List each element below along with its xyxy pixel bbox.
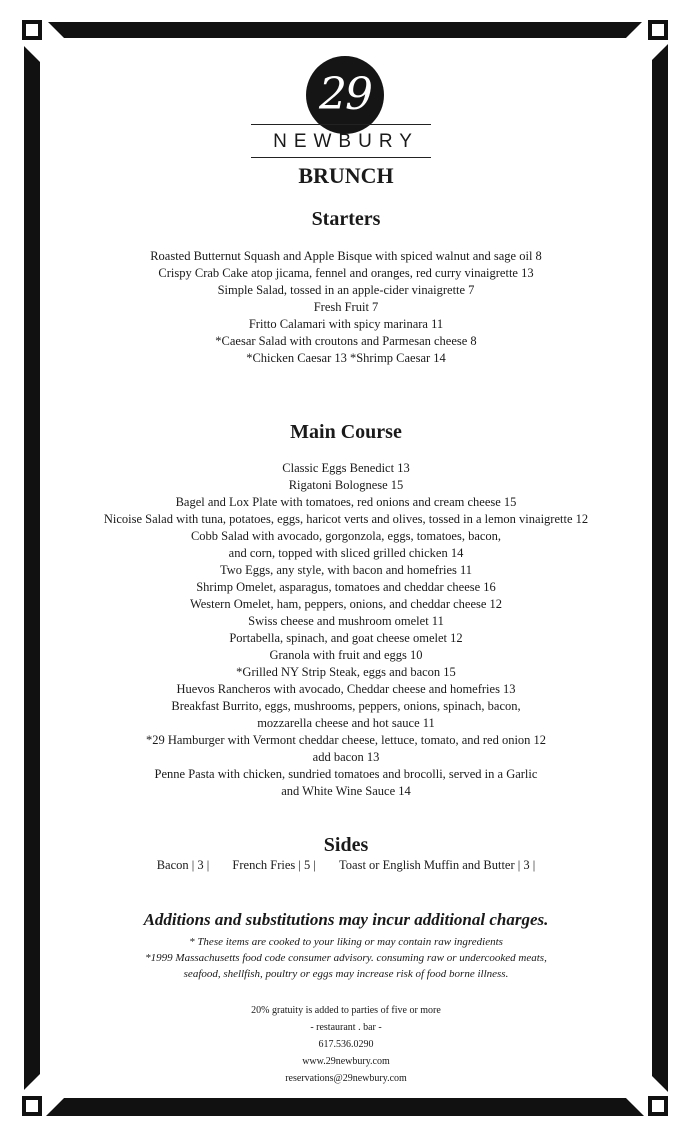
menu-item: *Caesar Salad with croutons and Parmesan cheese 8: [215, 334, 477, 348]
reservations-email[interactable]: reservations@29newbury.com: [285, 1073, 407, 1084]
restaurant-logo: 29: [306, 56, 384, 134]
consumer-advisory: [40, 934, 652, 982]
menu-title: BRUNCH: [298, 163, 394, 188]
menu-item: Shrimp Omelet, asparagus, tomatoes and cheddar cheese 16: [196, 580, 496, 594]
menu-item: and corn, topped with sliced grilled chicken 14: [228, 546, 464, 560]
menu-content: [40, 38, 652, 1098]
menu-item: Simple Salad, tossed in an apple-cider vinaigrette 7: [217, 283, 475, 297]
menu-item: Granola with fruit and eggs 10: [269, 648, 423, 662]
divider: [251, 157, 431, 158]
side-item: Toast or English Muffin and Butter | 3 |: [339, 858, 536, 872]
advisory-line: seafood, shellfish, poultry or eggs may increase risk of food borne illness.: [183, 968, 509, 980]
menu-item: Crispy Crab Cake atop jicama, fennel and oranges, red curry vinaigrette 13: [158, 266, 534, 280]
phone-number: 617.536.0290: [318, 1039, 374, 1050]
restaurant-wordmark: NEWBURY: [273, 131, 419, 152]
sides-list: [40, 858, 652, 873]
menu-item: Breakfast Burrito, eggs, mushrooms, peppers, onions, spinach, bacon,: [171, 699, 521, 713]
advisory-line: *1999 Massachusetts food code consumer advisory. consuming raw or undercooked meats,: [145, 952, 547, 964]
menu-item: Classic Eggs Benedict 13: [282, 461, 410, 475]
menu-item: Swiss cheese and mushroom omelet 11: [248, 614, 444, 628]
menu-item: and White Wine Sauce 14: [281, 784, 411, 798]
corner-ornament: [22, 20, 42, 40]
main-course-heading: Main Course: [290, 421, 402, 443]
menu-item: mozzarella cheese and hot sauce 11: [257, 716, 435, 730]
side-item: French Fries | 5 |: [232, 858, 316, 872]
sides-heading: Sides: [323, 834, 369, 856]
menu-item: *29 Hamburger with Vermont cheddar cheese, lettuce, tomato, and red onion 12: [145, 733, 547, 747]
advisory-line: * These items are cooked to your liking or may contain raw ingredients: [189, 936, 503, 948]
menu-item: Two Eggs, any style, with bacon and homefries 11: [219, 563, 473, 577]
menu-item: Fritto Calamari with spicy marinara 11: [248, 317, 444, 331]
menu-item: *Grilled NY Strip Steak, eggs and bacon 15: [236, 665, 456, 679]
corner-ornament: [648, 20, 668, 40]
menu-item: Nicoise Salad with tuna, potatoes, eggs, haricot verts and olives, tossed in a lemon vinaigrette 12: [103, 512, 589, 526]
starters-list: [40, 248, 652, 367]
menu-item: Western Omelet, ham, peppers, onions, and cheddar cheese 12: [189, 597, 503, 611]
menu-item: Rigatoni Bolognese 15: [288, 478, 404, 492]
menu-item: Portabella, spinach, and goat cheese omelet 12: [229, 631, 463, 645]
menu-item: add bacon 13: [312, 750, 380, 764]
starters-heading: Starters: [311, 208, 381, 230]
divider: [251, 124, 431, 125]
menu-item: Penne Pasta with chicken, sundried tomatoes and brocolli, served in a Garlic: [154, 767, 538, 781]
main-course-list: [40, 460, 652, 800]
restaurant-info: [40, 1002, 652, 1087]
menu-item: Roasted Butternut Squash and Apple Bisque with spiced walnut and sage oil 8: [150, 249, 542, 263]
menu-item: Bagel and Lox Plate with tomatoes, red onions and cream cheese 15: [175, 495, 517, 509]
venue-tagline: - restaurant . bar -: [310, 1022, 382, 1033]
menu-item: Fresh Fruit 7: [313, 300, 379, 314]
additions-notice: Additions and substitutions may incur additional charges.: [143, 910, 549, 929]
menu-item: *Chicken Caesar 13 *Shrimp Caesar 14: [246, 351, 446, 365]
website-link[interactable]: www.29newbury.com: [302, 1056, 390, 1067]
side-item: Bacon | 3 |: [156, 858, 210, 872]
corner-ornament: [22, 1096, 42, 1116]
menu-item: Huevos Rancheros with avocado, Cheddar cheese and homefries 13: [176, 682, 516, 696]
gratuity-note: 20% gratuity is added to parties of five or more: [251, 1005, 441, 1016]
menu-item: Cobb Salad with avocado, gorgonzola, eggs, tomatoes, bacon,: [190, 529, 502, 543]
corner-ornament: [648, 1096, 668, 1116]
